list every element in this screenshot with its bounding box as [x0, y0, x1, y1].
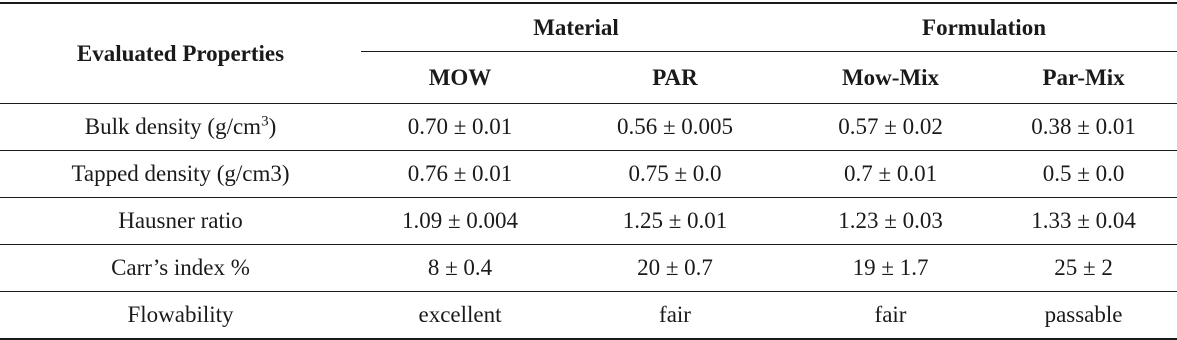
value-cell: fair: [559, 292, 791, 340]
property-suffix: ): [268, 114, 277, 139]
value-cell: excellent: [361, 292, 559, 340]
value-cell: 1.23 ± 0.03: [791, 198, 990, 245]
property-cell: Carr’s index %: [0, 245, 361, 292]
property-cell: Tapped density (g/cm3): [0, 151, 361, 198]
property-cell: Hausner ratio: [0, 198, 361, 245]
properties-table: [0, 2, 1177, 340]
value-cell: 25 ± 2: [990, 245, 1177, 292]
value-cell: 1.33 ± 0.04: [990, 198, 1177, 245]
value-cell: 0.70 ± 0.01: [361, 104, 559, 151]
value-cell: 0.7 ± 0.01: [791, 151, 990, 198]
column-header-mow-mix: Mow-Mix: [791, 52, 990, 104]
row-header-cell: Evaluated Properties: [0, 3, 361, 104]
value-cell: 8 ± 0.4: [361, 245, 559, 292]
value-cell: 0.38 ± 0.01: [990, 104, 1177, 151]
group-header-material: Material: [361, 3, 791, 52]
property-label: Bulk density (g/cm: [84, 114, 262, 139]
table-row: [0, 292, 1177, 340]
value-cell: 19 ± 1.7: [791, 245, 990, 292]
value-cell: 1.25 ± 0.01: [559, 198, 791, 245]
value-cell: 20 ± 0.7: [559, 245, 791, 292]
value-cell: 0.57 ± 0.02: [791, 104, 990, 151]
column-header-par: PAR: [559, 52, 791, 104]
value-cell: 0.5 ± 0.0: [990, 151, 1177, 198]
table-row: [0, 198, 1177, 245]
value-cell: 0.75 ± 0.0: [559, 151, 791, 198]
value-cell: 1.09 ± 0.004: [361, 198, 559, 245]
value-cell: 0.76 ± 0.01: [361, 151, 559, 198]
value-cell: 0.56 ± 0.005: [559, 104, 791, 151]
table-row: [0, 151, 1177, 198]
property-cell: [0, 104, 361, 151]
group-header-formulation: Formulation: [791, 3, 1177, 52]
property-cell: Flowability: [0, 292, 361, 340]
value-cell: fair: [791, 292, 990, 340]
table-row: [0, 245, 1177, 292]
column-header-mow: MOW: [361, 52, 559, 104]
table-row: [0, 104, 1177, 151]
column-header-par-mix: Par-Mix: [990, 52, 1177, 104]
header-row-groups: [0, 3, 1177, 52]
property-superscript: 3: [261, 113, 269, 130]
value-cell: passable: [990, 292, 1177, 340]
